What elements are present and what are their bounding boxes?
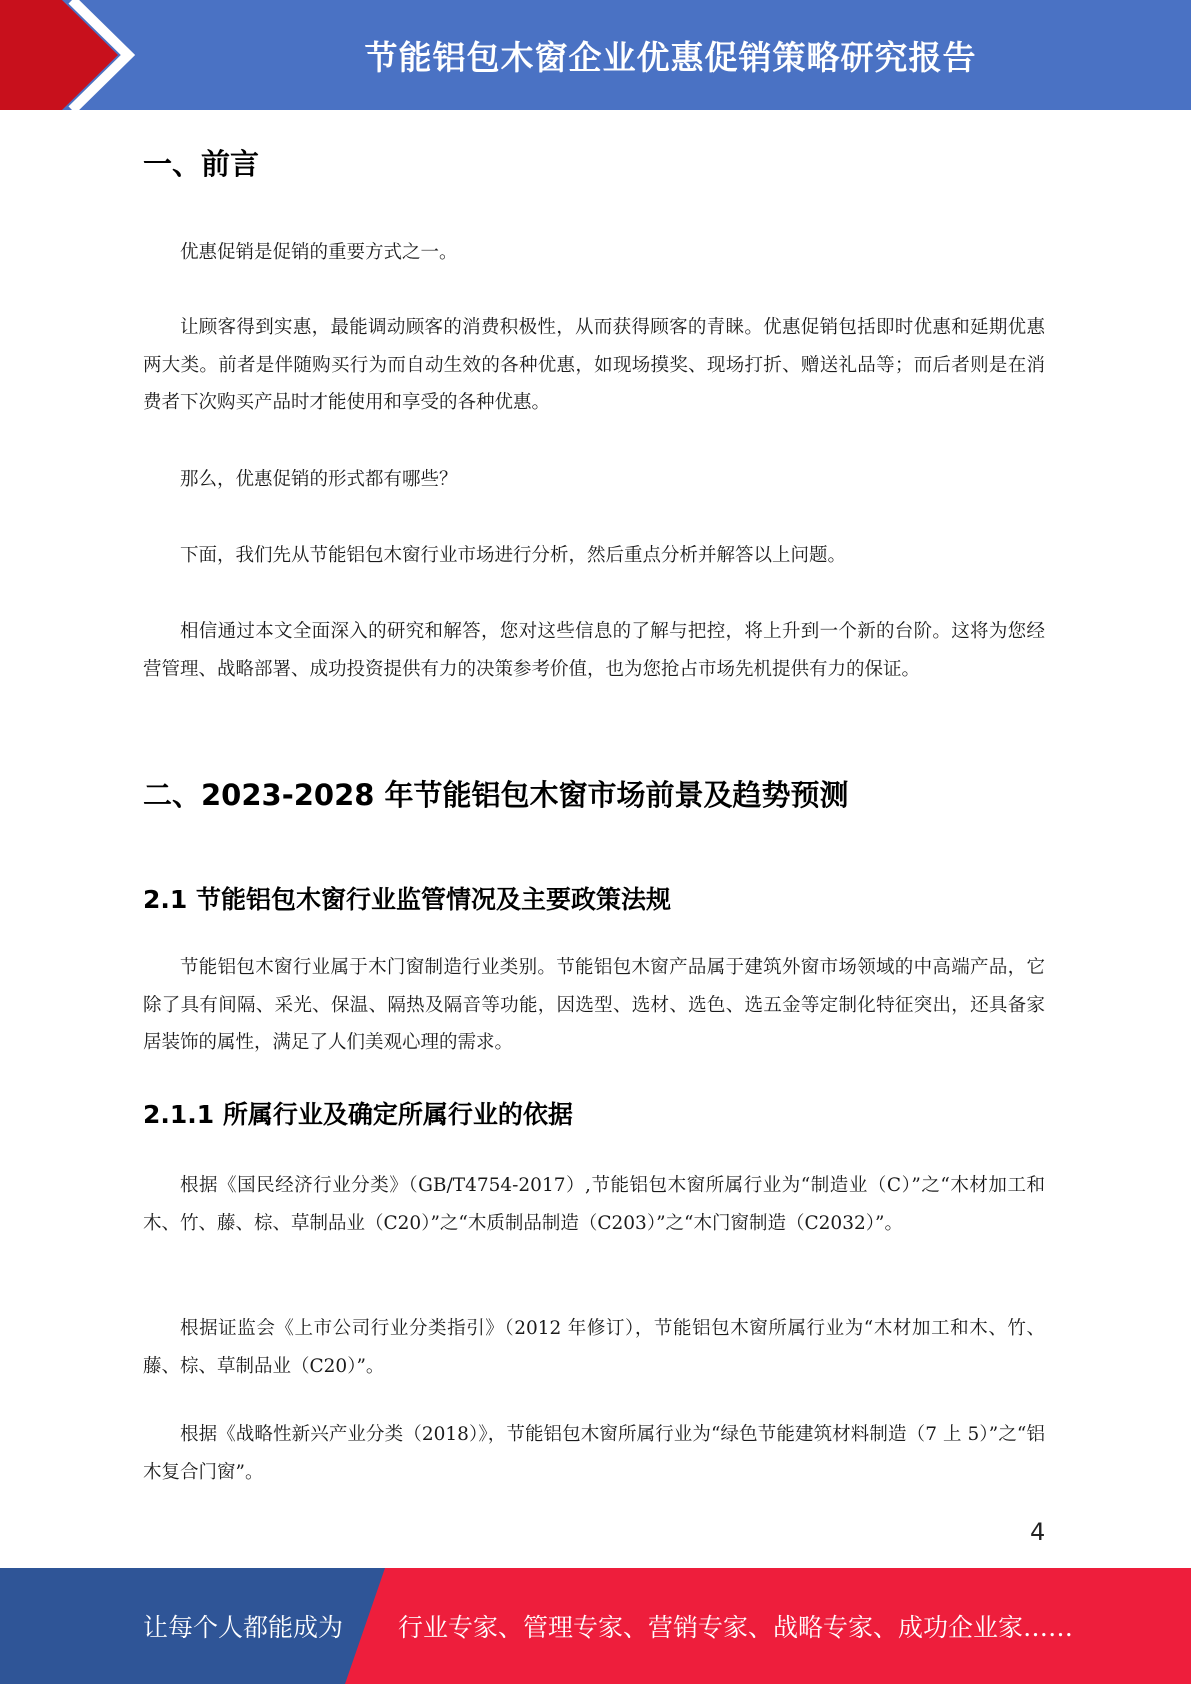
section-2-heading: 二、2023-2028 年节能铝包木窗市场前景及趋势预测 [143, 778, 849, 812]
subsection-2-1-heading: 2.1 节能铝包木窗行业监管情况及主要政策法规 [143, 885, 671, 914]
chevron-decoration [0, 0, 160, 110]
subsection-2-1-1-heading: 2.1.1 所属行业及确定所属行业的依据 [143, 1100, 573, 1129]
paragraph: 优惠促销是促销的重要方式之一。 [180, 242, 458, 263]
paragraph: 节能铝包木窗行业属于木门窗制造行业类别。节能铝包木窗产品属于建筑外窗市场领域的中高端产品，它除了具有间隔、采光、保温、隔热及隔音等功能，因选型、选材、选色、选五金等定制化特征突出，还具备家居装饰的属性，满足了人们美观心理的需求。 [143, 957, 1045, 1053]
paragraph: 根据证监会《上市公司行业分类指引》（2012 年修订），节能铝包木窗所属行业为“木材加工和木、竹、藤、棕、草制品业（C20）”。 [143, 1318, 1045, 1377]
page-number: 4 [1030, 1518, 1046, 1546]
paragraph: 相信通过本文全面深入的研究和解答，您对这些信息的了解与把控，将上升到一个新的台阶。这将为您经营管理、战略部署、成功投资提供有力的决策参考价值，也为您抢占市场先机提供有力的保证。 [143, 621, 1045, 680]
paragraph: 根据《国民经济行业分类》（GB/T4754-2017）,节能铝包木窗所属行业为“制造业（C）”之“木材加工和木、竹、藤、棕、草制品业（C20）”之“木质制品制造（C203）”之“木门窗制造（C2032）”。 [143, 1175, 1045, 1234]
footer-banner [0, 1568, 1191, 1684]
paragraph: 下面，我们先从节能铝包木窗行业市场进行分析，然后重点分析并解答以上问题。 [180, 545, 847, 566]
document-title: 节能铝包木窗企业优惠促销策略研究报告 [364, 37, 977, 77]
header-banner [0, 0, 1191, 110]
paragraph: 那么，优惠促销的形式都有哪些？ [180, 469, 458, 490]
section-1-heading: 一、前言 [143, 147, 260, 181]
paragraph: 让顾客得到实惠，最能调动顾客的消费积极性，从而获得顾客的青睐。优惠促销包括即时优惠和延期优惠两大类。前者是伴随购买行为而自动生效的各种优惠，如现场摸奖、现场打折、赠送礼品等；而后者则是在消费者下次购买产品时才能使用和享受的各种优惠。 [143, 317, 1045, 413]
footer-slogan-left: 让每个人都能成为 [143, 1613, 344, 1642]
footer-slogan-right: 行业专家、管理专家、营销专家、战略专家、成功企业家…… [398, 1613, 1074, 1642]
paragraph: 根据《战略性新兴产业分类（2018）》，节能铝包木窗所属行业为“绿色节能建筑材料制造（7 上 5）”之“铝木复合门窗”。 [143, 1424, 1045, 1483]
